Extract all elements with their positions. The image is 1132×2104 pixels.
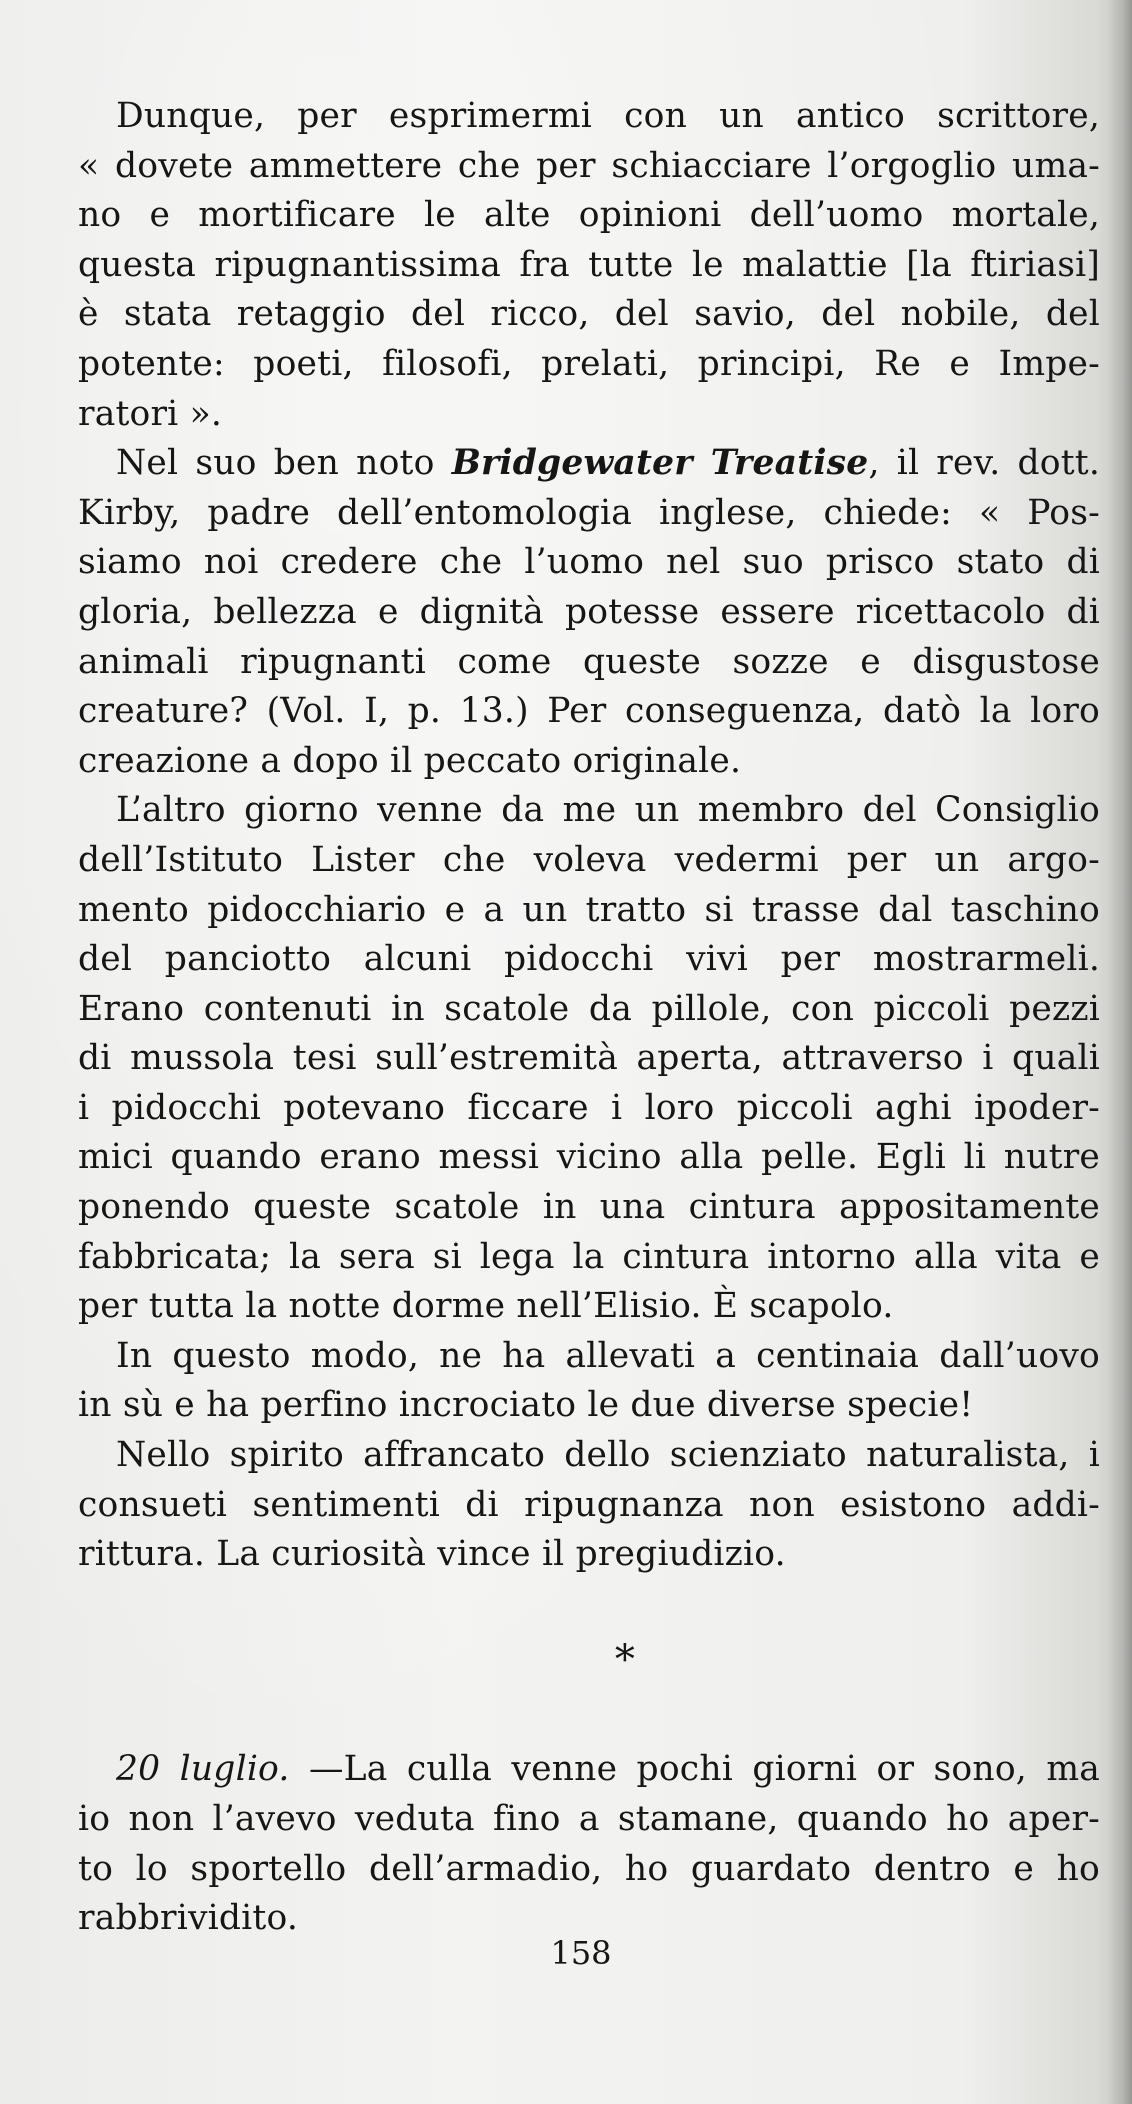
text-line: Nello spirito affrancato dello scienziato naturalista, i xyxy=(116,1435,1100,1476)
text-line: fabbricata; la sera si lega la cintura intorno alla vita e xyxy=(78,1236,1100,1277)
text-line: dell’Istituto Lister che voleva vedermi per un argo- xyxy=(78,839,1100,880)
page-number: 158 xyxy=(550,1934,612,1972)
text-line: In questo modo, ne ha allevati a centinaia dall’uovo xyxy=(116,1335,1100,1376)
diary-entry xyxy=(78,1745,1100,1943)
text-line: 20 luglio. —La culla venne pochi giorni or sono, ma xyxy=(116,1749,1100,1790)
text-line: « dovete ammettere che per schiacciare l’orgoglio uma- xyxy=(78,145,1100,186)
text-line: animali ripugnanti come queste sozze e disgustose xyxy=(78,641,1100,682)
entry-date: 20 luglio. xyxy=(116,1749,290,1790)
text-line: questa ripugnantissima fra tutte le malattie [la ftiriasi] xyxy=(78,244,1100,285)
text-line: Dunque, per esprimermi con un antico scrittore, xyxy=(116,96,1100,136)
text-line: per tutta la notte dorme nell’Elisio. È scapolo. xyxy=(78,1286,894,1327)
text-line: mento pidocchiario e a un tratto si trasse dal taschino xyxy=(78,889,1100,930)
paragraph xyxy=(78,92,1100,439)
text-line: in sù e ha perfino incrociato le due diverse specie! xyxy=(78,1385,974,1426)
text-line: potente: poeti, filosofi, prelati, principi, Re e Impe- xyxy=(78,343,1100,384)
text-line: Kirby, padre dell’entomologia inglese, chiede: « Pos- xyxy=(78,492,1100,533)
text-line: ratori ». xyxy=(78,393,223,434)
text-line: del panciotto alcuni pidocchi vivi per mostrarmeli. xyxy=(78,939,1100,980)
book-title: Bridgewater Treatise xyxy=(451,443,869,484)
text-line: rittura. La curiosità vince il pregiudizio. xyxy=(78,1534,786,1575)
paragraph xyxy=(78,1431,1100,1580)
text-line: L’altro giorno venne da me un membro del Consiglio xyxy=(116,790,1100,831)
text-line: rabbrividito. xyxy=(78,1898,298,1939)
text-line: di mussola tesi sull’estremità aperta, attraverso i quali xyxy=(78,1038,1100,1079)
text-line: no e mortificare le alte opinioni dell’uomo mortale, xyxy=(78,195,1100,236)
text-line: mici quando erano messi vicino alla pelle. Egli li nutre xyxy=(78,1137,1100,1178)
page-edge-shadow xyxy=(1108,0,1132,2104)
text-line: gloria, bellezza e dignità potesse essere ricettacolo di xyxy=(78,591,1100,632)
text-line: creature? (Vol. I, p. 13.) Per conseguenza, datò la loro xyxy=(78,691,1100,732)
text-line: i pidocchi potevano ficcare i loro piccoli aghi ipoder- xyxy=(78,1087,1100,1128)
body-text xyxy=(78,92,1100,1944)
text-line: siamo noi credere che l’uomo nel suo prisco stato di xyxy=(78,542,1100,583)
text-line: consueti sentimenti di ripugnanza non esistono addi- xyxy=(78,1484,1100,1525)
text-line: io non l’avevo veduta fino a stamane, quando ho aper- xyxy=(78,1799,1100,1839)
paragraph xyxy=(78,1332,1100,1431)
text-line: to lo sportello dell’armadio, ho guardato dentro e ho xyxy=(78,1848,1100,1889)
paragraph xyxy=(78,439,1100,786)
text-line: ponendo queste scatole in una cintura appositamente xyxy=(78,1187,1100,1228)
text-line: creazione a dopo il peccato originale. xyxy=(78,740,742,781)
section-separator: * xyxy=(614,1636,636,1683)
text-line: Nel suo ben noto Bridgewater Treatise, il rev. dott. xyxy=(116,443,1101,484)
text-line: è stata retaggio del ricco, del savio, del nobile, del xyxy=(78,294,1100,335)
text-line: Erano contenuti in scatole da pillole, con piccoli pezzi xyxy=(78,988,1100,1029)
paragraph xyxy=(78,786,1100,1332)
